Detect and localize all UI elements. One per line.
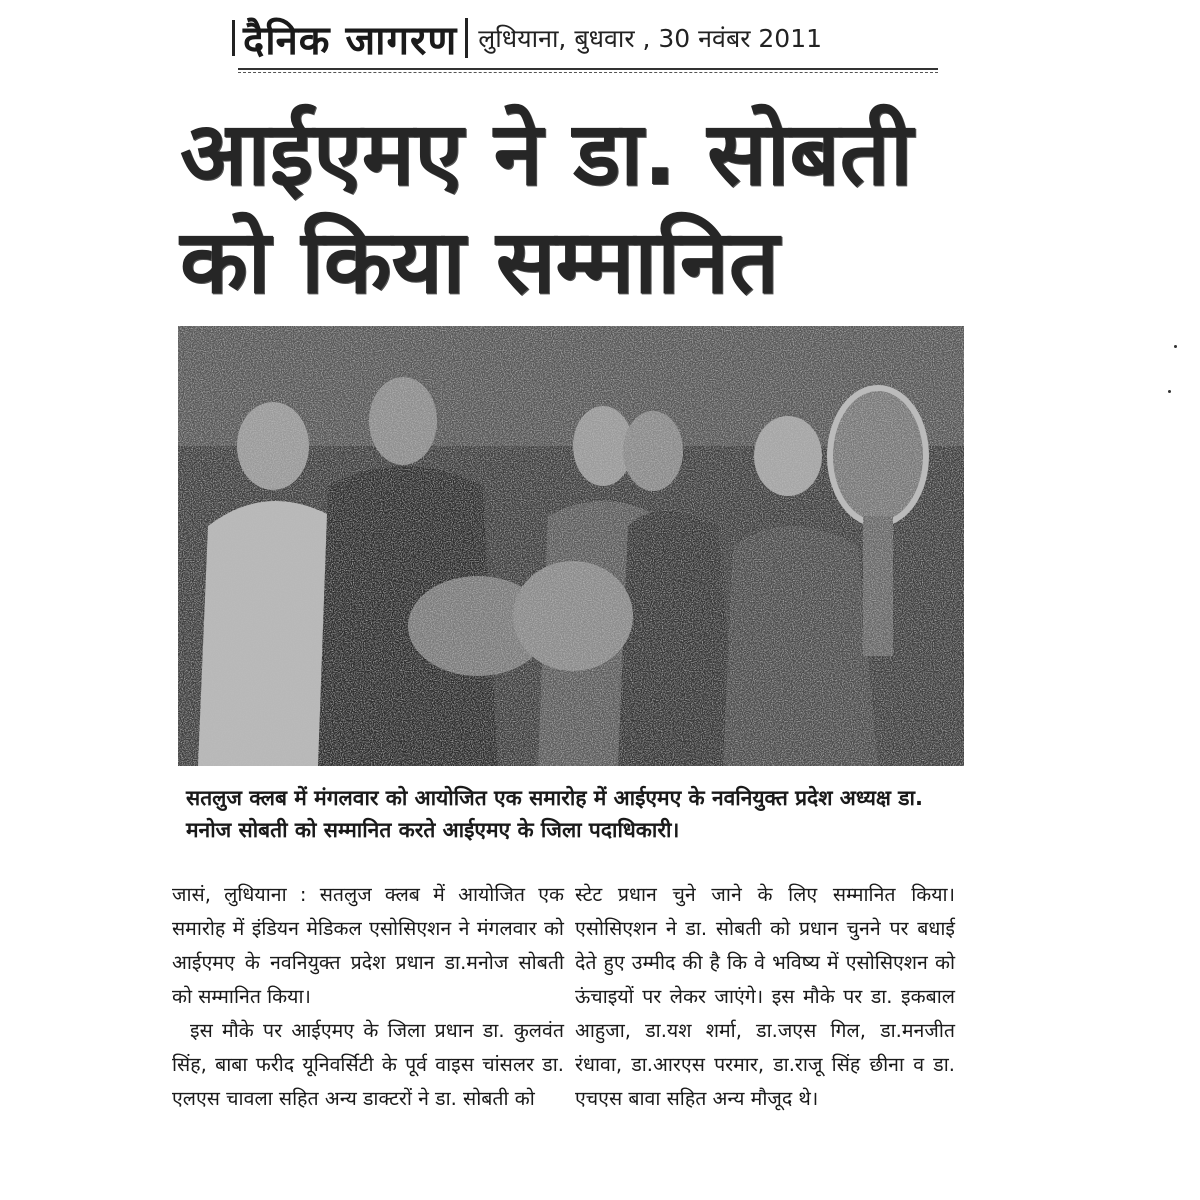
headline	[180, 100, 940, 316]
scan-speck	[1174, 345, 1177, 348]
article-paragraph-2: इस मौके पर आईएमए के जिला प्रधान डा. कुलवंत सिंह, बाबा फरीद यूनिवर्सिटी के पूर्व वाइस चांसलर डा. एलएस चावला सहित अन्य डाक्टरों ने डा. सोबती को	[172, 1019, 564, 1110]
masthead-separator	[465, 18, 468, 58]
masthead-rule	[238, 68, 938, 70]
headline-line-2: को किया सम्मानित	[180, 210, 779, 313]
masthead-ornament	[232, 20, 235, 56]
newspaper-name: दैनिक जागरण	[243, 17, 458, 64]
masthead-dashed-rule	[238, 72, 938, 74]
article-paragraph-continued: स्टेट प्रधान चुने जाने के लिए सम्मानित किया। एसोसिएशन ने डा. सोबती को प्रधान चुनने पर बधाई देते हुए उम्मीद की है कि वे भविष्य में एसोसिएशन को ऊंचाइयों पर लेकर जाएंगे। इस मौके पर डा. इकबाल आहुजा, डा.यश शर्मा, डा.जएस गिल, डा.मनजीत रंधावा, डा.आरएस परमार, डा.राजू सिंह छीना व डा. एचएस बावा सहित अन्य मौजूद थे।	[575, 883, 955, 1110]
article-paragraph-1: जासं, लुधियाना : सतलुज क्लब में आयोजित एक समारोह में इंडियन मेडिकल एसोसिएशन ने मंगलवार को आईएमए के नवनियुक्त प्रदेश प्रधान डा.मनोज सोबती को सम्मानित किया।	[172, 883, 564, 1008]
news-photo	[178, 326, 964, 766]
dateline: लुधियाना, बुधवार , 30 नवंबर 2011	[478, 24, 823, 53]
headline-line-1: आईएमए ने डा. सोबती	[180, 102, 913, 205]
masthead	[232, 8, 938, 68]
photo-caption: सतलुज क्लब में मंगलवार को आयोजित एक समारोह में आईएमए के नवनियुक्त प्रदेश अध्यक्ष डा. मनोज सोबती को सम्मानित करते आईएमए के जिला पदाधिकारी।	[186, 786, 923, 842]
scan-speck	[1168, 390, 1171, 393]
article-column-1	[172, 878, 564, 1116]
article-column-2	[575, 878, 955, 1116]
news-photo-image	[178, 326, 964, 766]
